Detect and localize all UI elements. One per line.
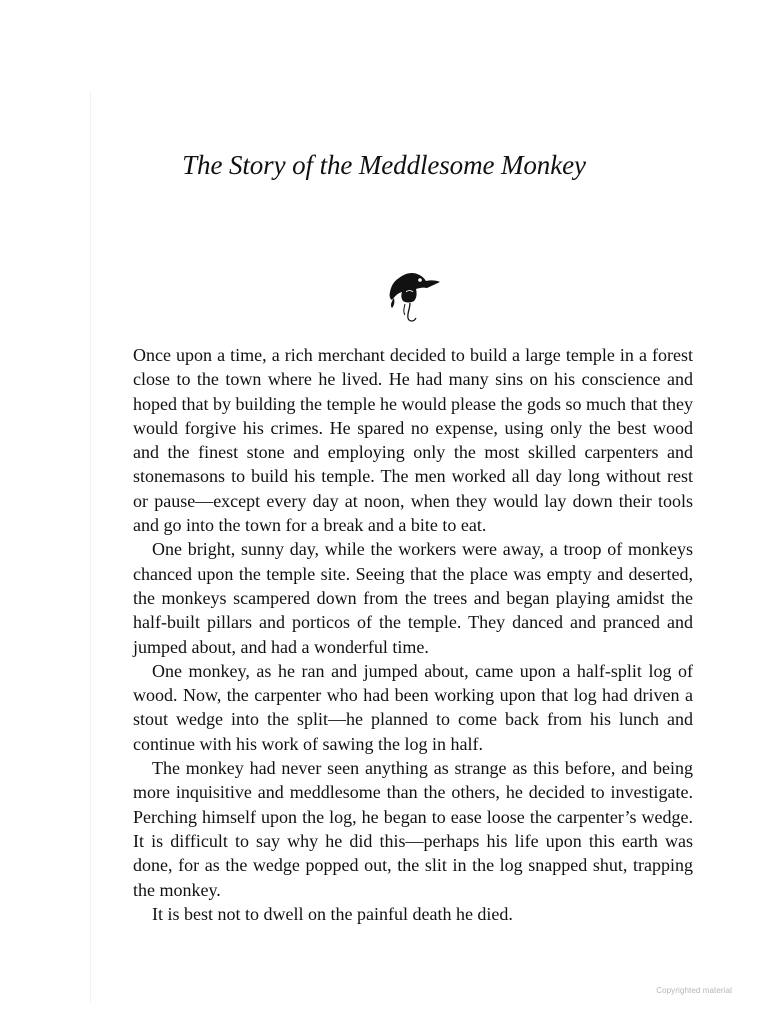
- paragraph: One monkey, as he ran and jumped about, came upon a half-split log of wood. Now, the carpenter who had been working upon that log had driven a stout wedge into the split—he planned to come back from his lunch and continue with his work of sawing the log in half.: [133, 660, 693, 754]
- story-body: [133, 343, 693, 926]
- paragraph: One bright, sunny day, while the workers were away, a troop of monkeys chanced upon the temple site. Seeing that the place was empty and deserted, the monkeys scampered down from the trees and began playing amidst the half-built pillars and porticos of the temple. They danced and pranced and jumped about, and had a wonderful time.: [133, 539, 693, 657]
- copyright-watermark: Copyrighted material: [656, 986, 732, 995]
- paragraph: Once upon a time, a rich merchant decided to build a large temple in a forest close to the town where he lived. He had many sins on his conscience and hoped that by building the temple he would please the gods so much that they would forgive his crimes. He spared no expense, using only the best wood and the finest stone and employing only the most skilled carpenters and stonemasons to build his temple. The men worked all day long without rest or pause—except every day at noon, when they would lay down their tools and go into the town for a break and a bite to eat.: [133, 345, 693, 536]
- bird-silhouette-icon: [386, 268, 444, 324]
- story-title: The Story of the Meddlesome Monkey: [182, 150, 586, 180]
- paragraph: The monkey had never seen anything as strange as this before, and being more inquisitive and meddlesome than the others, he decided to investigate. Perching himself upon the log, he began to ease loose the carpenter’s wedge. It is difficult to say why he did this—perhaps his life upon this earth was done, for as the wedge popped out, the slit in the log snapped shut, trapping the monkey.: [133, 758, 693, 900]
- page-edge: [90, 92, 91, 1002]
- paragraph: It is best not to dwell on the painful death he died.: [152, 903, 513, 924]
